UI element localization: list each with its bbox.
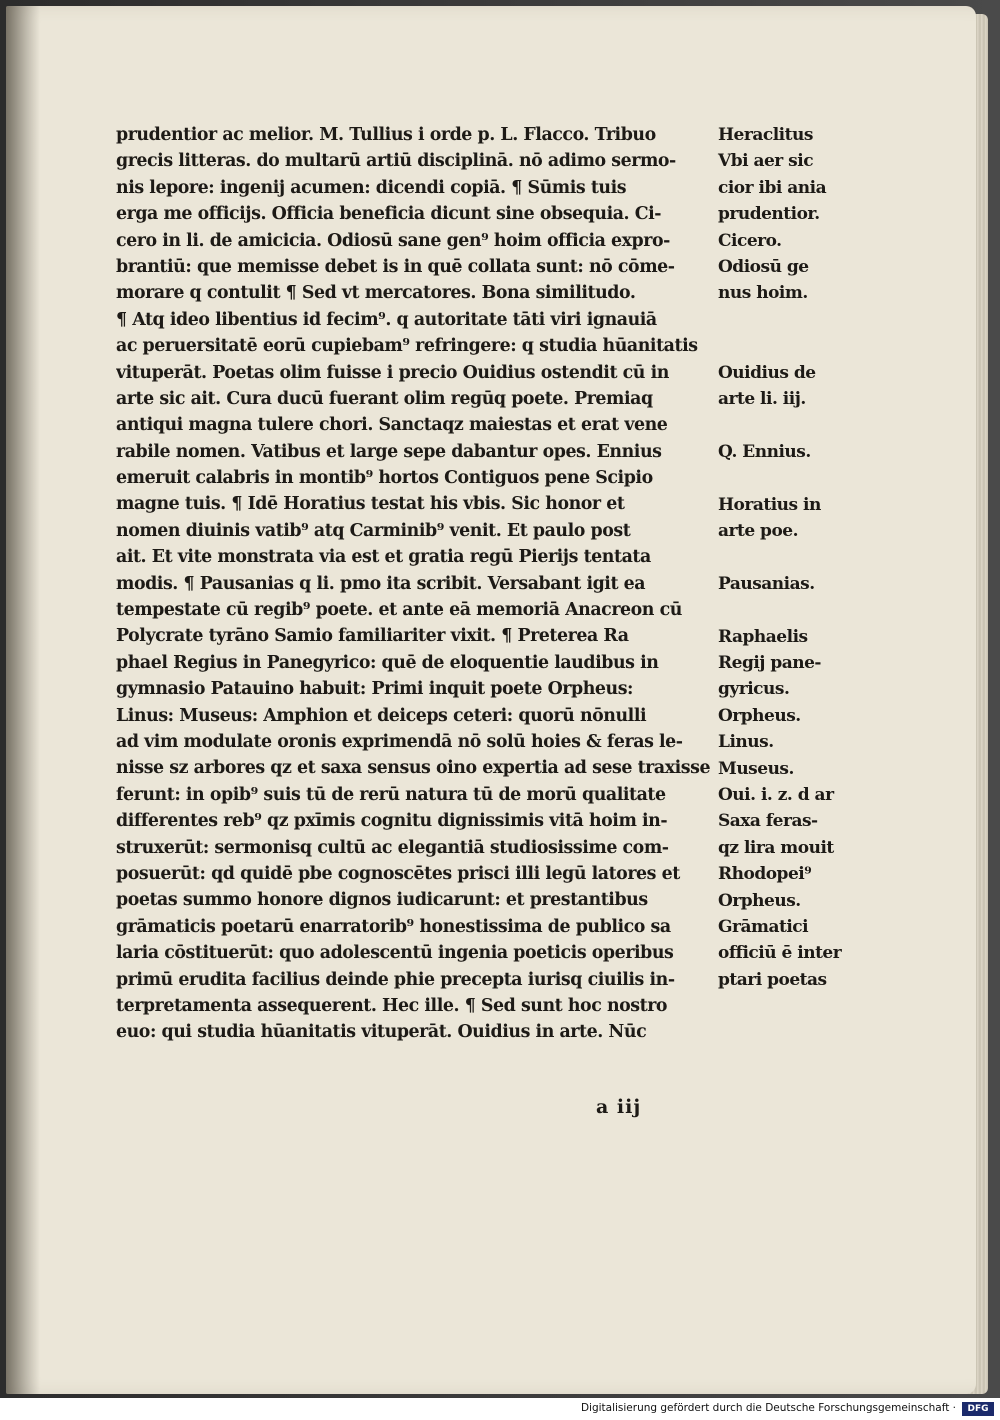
digitization-credit: Digitalisierung gefördert durch die Deutsche Forschungsgemeinschaft ·: [580, 1402, 956, 1414]
margin-note: qz lira mouit: [718, 837, 834, 858]
margin-note: Raphaelis: [718, 626, 808, 647]
margin-note: Cicero.: [718, 230, 782, 251]
margin-note: Odiosū ge: [718, 257, 809, 277]
text-line: terpretamenta assequerent. Hec ille. ¶ Sed sunt hoc nostro: [116, 995, 668, 1016]
main-text-block: [116, 122, 714, 1046]
margin-note: Museus.: [718, 758, 794, 779]
text-line: primū erudita facilius deinde phie precepta iurisq ciuilis in-: [116, 969, 675, 990]
margin-note: Saxa feras-: [718, 811, 818, 832]
text-line: gymnasio Patauino habuit: Primi inquit poete Orpheus:: [116, 679, 634, 700]
margin-note: arte poe.: [718, 521, 799, 541]
text-line: vituperāt. Poetas olim fuisse i precio Ouidius ostendit cū in: [116, 362, 669, 383]
text-line: Linus: Museus: Amphion et deiceps ceteri: quorū nōnulli: [116, 705, 647, 726]
margin-note: ptari poetas: [718, 969, 827, 990]
text-line: ac peruersitatē eorū cupiebam⁹ refringere: q studia hūanitatis: [116, 336, 698, 357]
text-line: nisse sz arbores qz et saxa sensus oino expertia ad sese traxisse: [116, 758, 711, 779]
text-line: nis lepore: ingenij acumen: dicendi copiā. ¶ Sūmis tuis: [116, 177, 627, 198]
margin-note: gyricus.: [718, 679, 790, 700]
margin-note: arte li. iij.: [718, 389, 806, 409]
text-line: phael Regius in Panegyrico: quē de eloquentie laudibus in: [116, 652, 659, 673]
margin-note: Horatius in: [718, 494, 821, 515]
text-line: grecis litteras. do multarū artiū disciplinā. nō adimo sermo-: [116, 151, 676, 172]
text-line: nomen diuinis vatib⁹ atq Carminib⁹ venit. Et paulo post: [116, 520, 631, 541]
margin-note: Linus.: [718, 732, 774, 753]
margin-note: Q. Ennius.: [718, 441, 811, 462]
text-line: grāmaticis poetarū enarratorib⁹ honestissima de publico sa: [116, 916, 671, 937]
text-line: prudentior ac melior. M. Tullius i orde p. L. Flacco. Tribuo: [116, 125, 656, 145]
text-line: emeruit calabris in montib⁹ hortos Contiguos pene Scipio: [116, 468, 653, 489]
margin-note: Pausanias.: [718, 573, 815, 594]
text-line: laria cōstituerūt: quo adolescentū ingenia poeticis operibus: [116, 943, 674, 964]
text-line: ait. Et vite monstrata via est et gratia regū Pierijs tentata: [116, 547, 651, 568]
margin-note: Grāmatici: [718, 917, 809, 937]
margin-note: Heraclitus: [718, 125, 813, 145]
text-line: cero in li. de amicicia. Odiosū sane gen⁹ hoim officia expro-: [116, 230, 670, 251]
text-line: morare q contulit ¶ Sed vt mercatores. Bona similitudo.: [116, 283, 636, 304]
text-line: magne tuis. ¶ Idē Horatius testat his vbis. Sic honor et: [116, 494, 625, 515]
margin-note: Vbi aer sic: [718, 151, 814, 172]
text-line: arte sic ait. Cura ducū fuerant olim regūq poete. Premiaq: [116, 388, 653, 409]
margin-note: Rhodopei⁹: [718, 864, 812, 885]
margin-note: cior ibi ania: [718, 177, 827, 198]
spine-shadow: [6, 6, 40, 1394]
text-line: Polycrate tyrāno Samio familiariter vixit. ¶ Preterea Ra: [116, 626, 629, 647]
text-line: ferunt: in opib⁹ suis tū de rerū natura tū de morū qualitate: [116, 784, 666, 805]
text-line: tempestate cū regib⁹ poete. et ante eā memoriā Anacreon cū: [116, 600, 682, 621]
text-line: ad vim modulate oronis exprimendā nō solū hoies & feras le-: [116, 731, 683, 752]
text-line: erga me officijs. Officia beneficia dicunt sine obsequia. Ci-: [116, 204, 662, 225]
dfg-logo: DFG: [962, 1402, 994, 1416]
margin-note: Regij pane-: [718, 653, 821, 673]
text-line: modis. ¶ Pausanias q li. pmo ita scribit. Versabant igit ea: [116, 573, 646, 594]
margin-note: prudentior.: [718, 204, 820, 225]
text-line: ¶ Atq ideo libentius id fecim⁹. q autoritate tāti viri ignauiā: [116, 309, 657, 330]
margin-note: nus hoim.: [718, 283, 808, 304]
margin-note: Orpheus.: [718, 705, 801, 726]
margin-note: Oui. i. z. d ar: [718, 785, 834, 805]
text-line: rabile nomen. Vatibus et large sepe dabantur opes. Ennius: [116, 441, 662, 462]
margin-note: officiū ē inter: [718, 943, 842, 964]
text-line: struxerūt: sermonisq cultū ac elegantiā studiosissime com-: [116, 837, 669, 858]
signature-mark: a iij: [596, 1096, 642, 1118]
margin-note: Ouidius de: [718, 362, 816, 383]
text-line: differentes reb⁹ qz pxīmis cognitu dignissimis vitā hoim in-: [116, 811, 668, 832]
text-line: antiqui magna tulere chori. Sanctaqz maiestas et erat vene: [116, 415, 668, 436]
text-line: posuerūt: qd quidē pbe cognoscētes prisci illi legū latores et: [116, 863, 680, 884]
margin-note: Orpheus.: [718, 890, 801, 911]
text-line: euo: qui studia hūanitatis vituperāt. Ouidius in arte. Nūc: [116, 1022, 647, 1043]
text-line: poetas summo honore dignos iudicarunt: et prestantibus: [116, 890, 648, 911]
text-line: brantiū: que memisse debet is in quē collata sunt: nō cōme-: [116, 256, 675, 277]
